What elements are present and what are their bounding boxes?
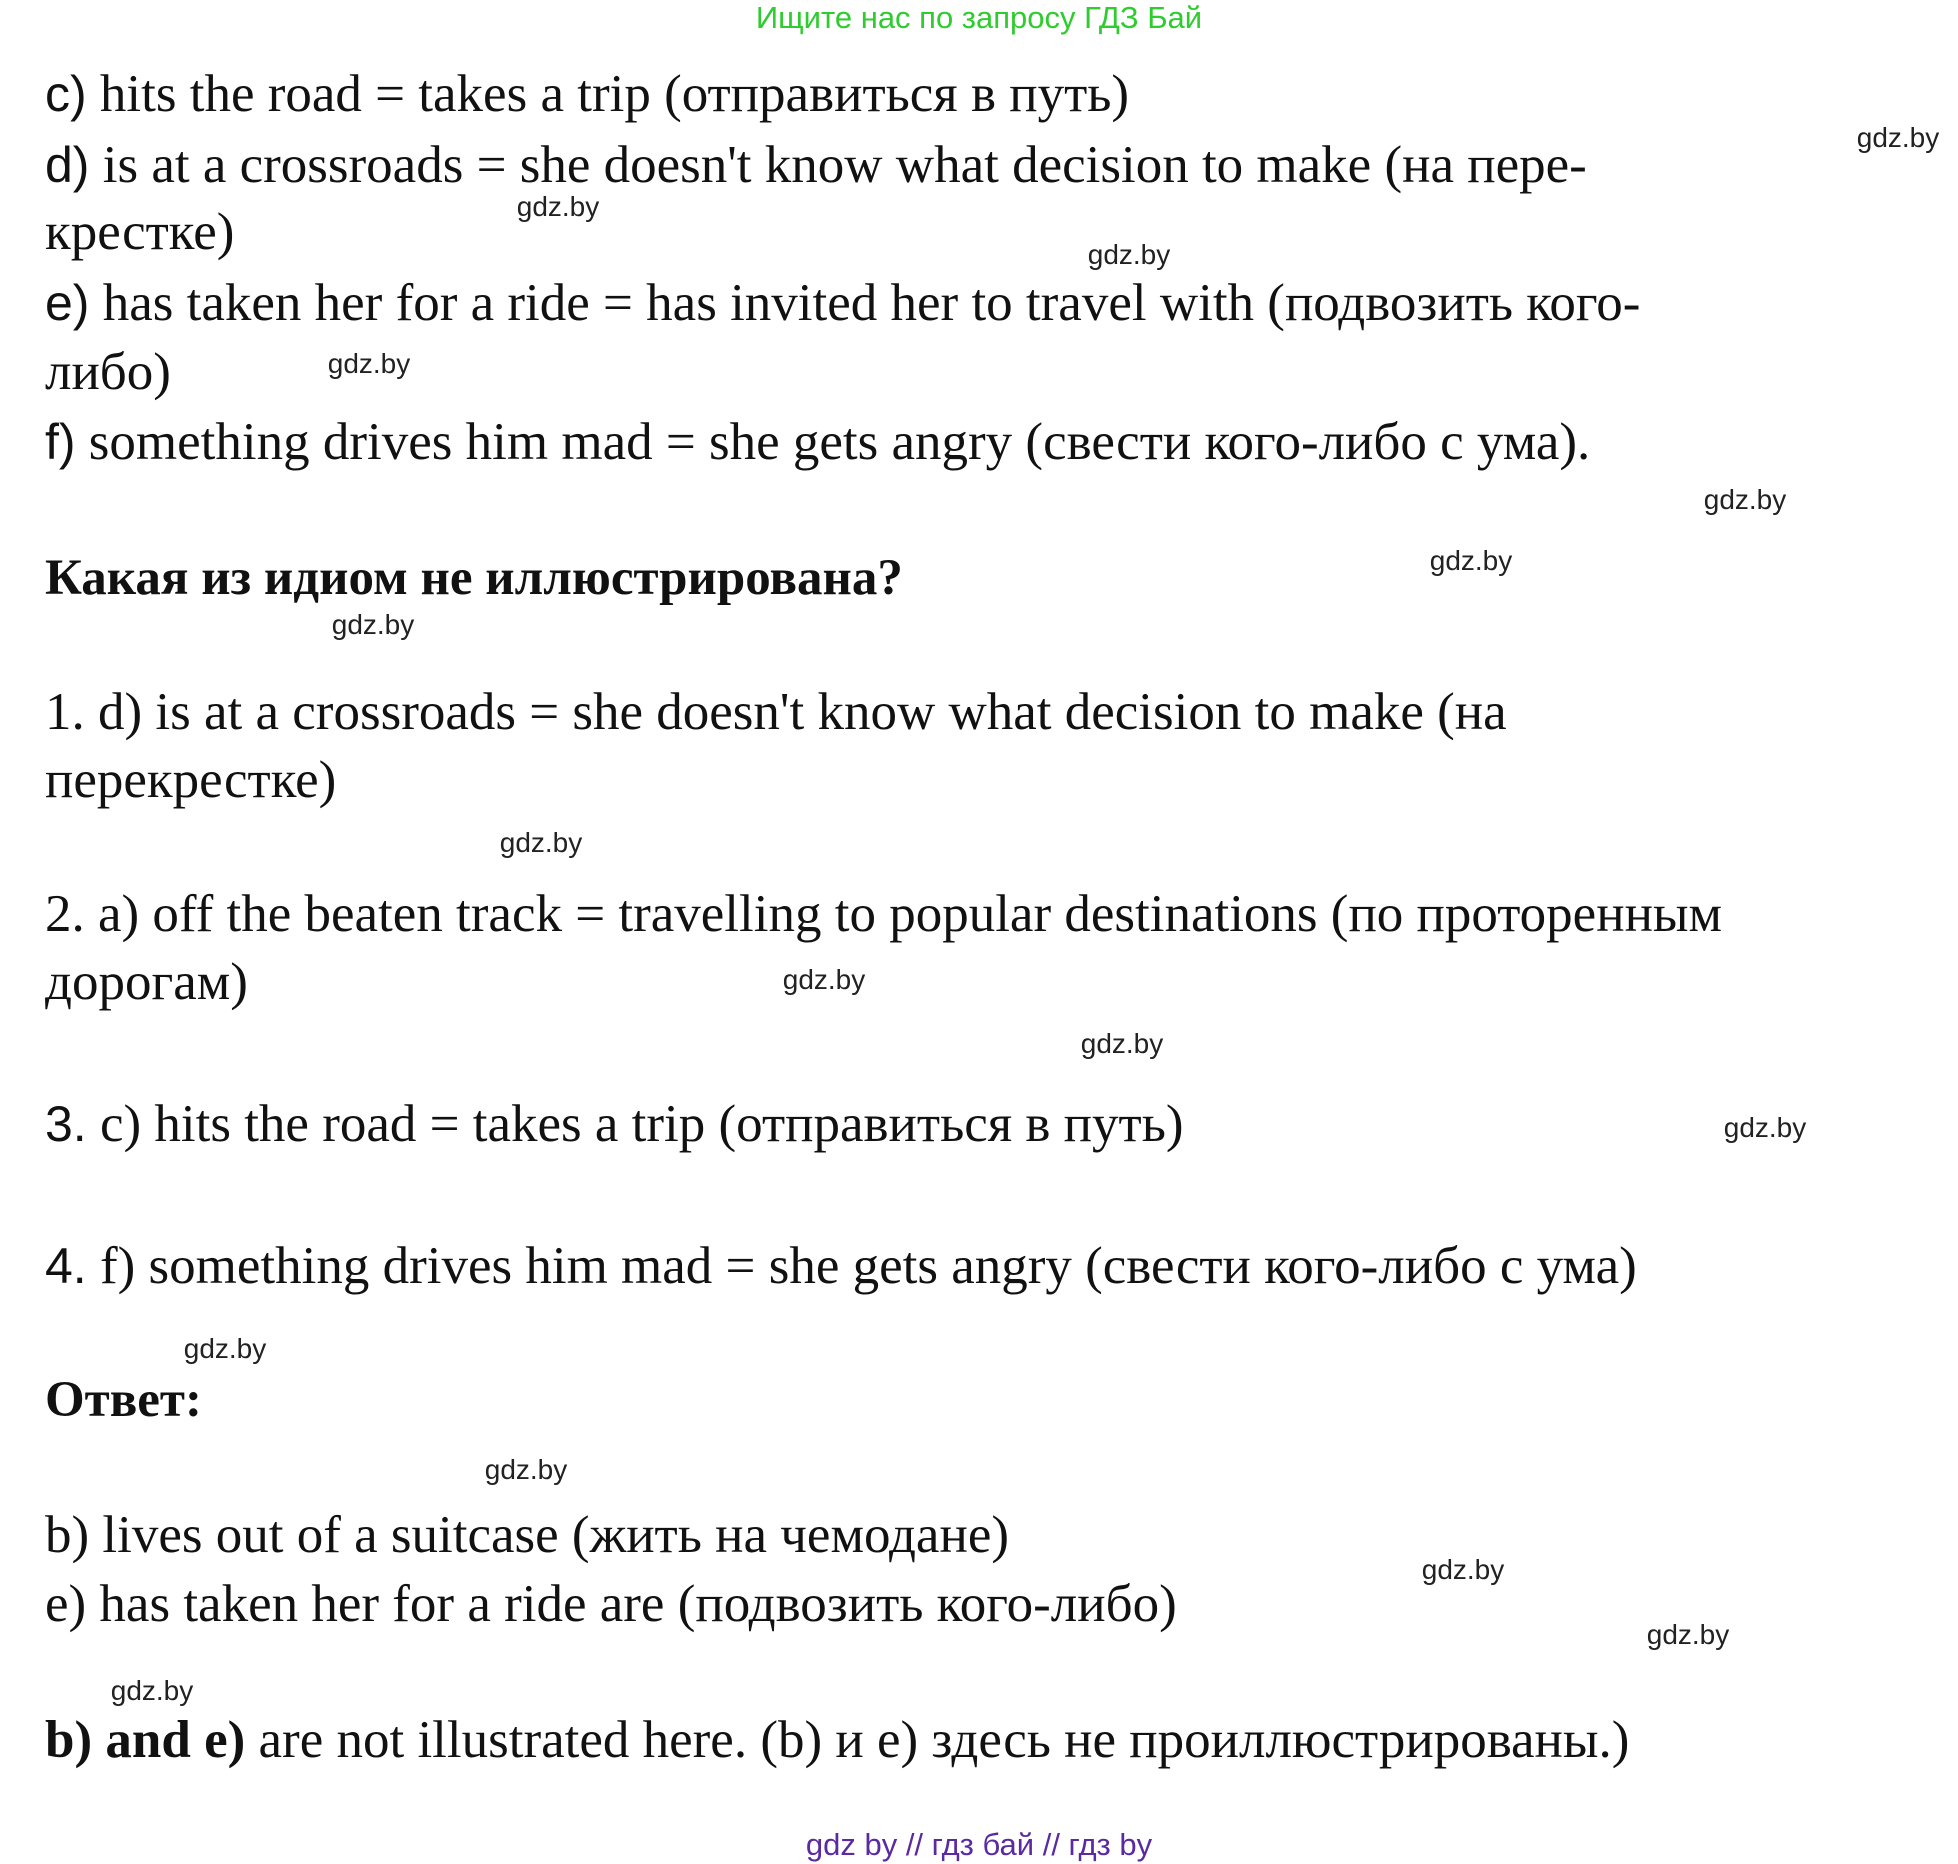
watermark: gdz.by: [327, 348, 411, 379]
watermark: gdz.by: [1856, 122, 1940, 153]
answer-result-e: e) has taken her for a ride are (подвозить кого-либо): [45, 1575, 1177, 1633]
watermark: gdz.by: [1703, 484, 1787, 515]
footer-links: gdz by // гдз бай // гдз by: [805, 1827, 1153, 1862]
watermark: gdz.by: [1080, 1028, 1164, 1059]
item-label: 3.: [45, 1096, 87, 1152]
item-text: c) hits the road = takes a trip (отправиться в путь): [86, 1095, 1184, 1153]
watermark: gdz.by: [782, 964, 866, 995]
item-text: 1. d) is at a crossroads = she doesn't know what decision to make (на: [45, 683, 1507, 741]
item-text: hits the road = takes a trip (отправиться в путь): [86, 65, 1130, 123]
item-label: 4.: [45, 1238, 87, 1294]
item-text: has taken her for a ride = has invited her to travel with (подвозить кого-: [89, 274, 1641, 332]
item-text: либо): [45, 343, 171, 401]
answer-heading: Ответ:: [45, 1372, 202, 1428]
item-text: is at a crossroads = she doesn't know what decision to make (на пере-: [89, 136, 1587, 194]
question-heading: Какая из идиом не иллюстрирована?: [45, 550, 903, 606]
watermark: gdz.by: [1723, 1112, 1807, 1143]
answer-line-2: [45, 882, 1722, 946]
answer-line-1-cont: [45, 748, 336, 812]
item-text: дорогам): [45, 953, 248, 1011]
search-hint-banner: Ищите нас по запросу ГДЗ Бай: [755, 0, 1203, 35]
idiom-line-e-cont: [45, 340, 171, 404]
idiom-line-c: [45, 62, 1129, 126]
conclusion-line: [45, 1708, 1629, 1772]
watermark: gdz.by: [183, 1333, 267, 1364]
watermark: gdz.by: [1646, 1619, 1730, 1650]
watermark: gdz.by: [516, 191, 600, 222]
conclusion-text: are not illustrated here. (b) и e) здесь не проиллюстрированы.): [245, 1711, 1630, 1769]
watermark: gdz.by: [484, 1454, 568, 1485]
watermark: gdz.by: [499, 827, 583, 858]
item-label: d): [45, 137, 90, 193]
item-text: перекрестке): [45, 751, 337, 809]
answer-line-3: [45, 1092, 1184, 1156]
item-label: c): [45, 66, 87, 122]
watermark: gdz.by: [331, 609, 415, 640]
item-text: something drives him mad = she gets angry (свести кого-либо с ума).: [75, 413, 1591, 471]
watermark: gdz.by: [1421, 1554, 1505, 1585]
item-text: крестке): [45, 203, 235, 261]
item-text: 2. a) off the beaten track = travelling to popular destinations (по проторенным: [45, 885, 1723, 943]
answer-line-4: [45, 1234, 1637, 1298]
watermark: gdz.by: [110, 1675, 194, 1706]
idiom-line-d-cont: [45, 200, 234, 264]
watermark: gdz.by: [1429, 545, 1513, 576]
idiom-line-f: [45, 410, 1590, 474]
idiom-line-d: [45, 133, 1587, 197]
answer-line-2-cont: [45, 950, 248, 1014]
conclusion-bold: b) and e): [45, 1711, 246, 1769]
item-label: f): [45, 414, 76, 470]
idiom-line-e: [45, 271, 1640, 335]
watermark: gdz.by: [1087, 239, 1171, 270]
answer-line-1: [45, 680, 1507, 744]
item-text: f) something drives him mad = she gets angry (свести кого-либо с ума): [86, 1237, 1637, 1295]
item-label: e): [45, 275, 90, 331]
answer-result-b: b) lives out of a suitcase (жить на чемодане): [45, 1506, 1009, 1564]
